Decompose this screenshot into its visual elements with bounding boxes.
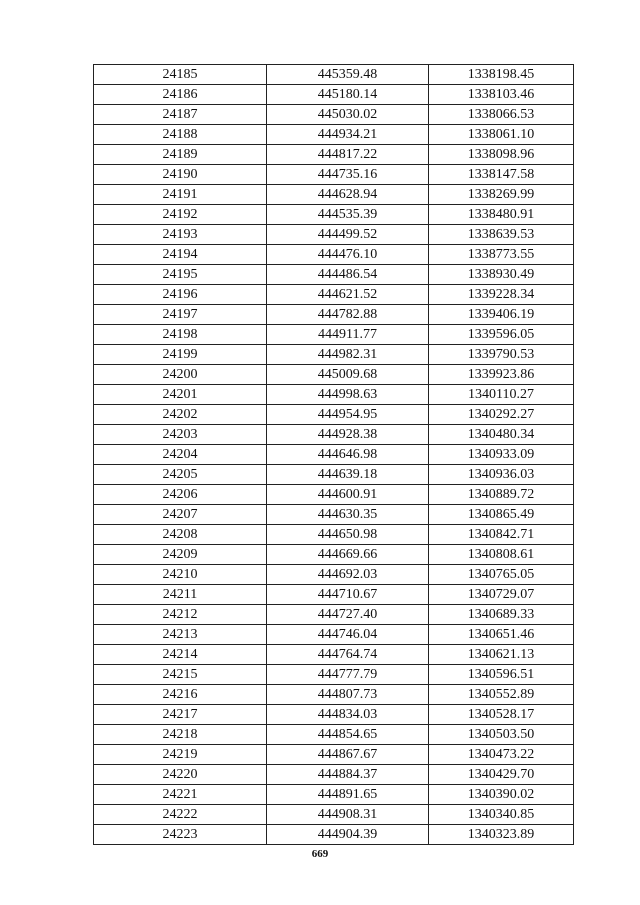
coordinates-table-body bbox=[94, 65, 574, 845]
x-coordinate-cell: 445030.02 bbox=[267, 105, 429, 125]
x-coordinate-cell: 444817.22 bbox=[267, 145, 429, 165]
point-number-cell: 24185 bbox=[94, 65, 267, 85]
page-number: 669 bbox=[311, 848, 329, 860]
point-number-cell: 24198 bbox=[94, 325, 267, 345]
point-number-cell: 24193 bbox=[94, 225, 267, 245]
y-coordinate-cell: 1340933.09 bbox=[429, 445, 574, 465]
y-coordinate-cell: 1339596.05 bbox=[429, 325, 574, 345]
table-row bbox=[94, 65, 574, 85]
x-coordinate-cell: 444600.91 bbox=[267, 485, 429, 505]
table-row bbox=[94, 185, 574, 205]
y-coordinate-cell: 1338147.58 bbox=[429, 165, 574, 185]
table-row bbox=[94, 405, 574, 425]
point-number-cell: 24219 bbox=[94, 745, 267, 765]
x-coordinate-cell: 444891.65 bbox=[267, 785, 429, 805]
coordinates-table bbox=[93, 64, 574, 845]
table-row bbox=[94, 525, 574, 545]
x-coordinate-cell: 444764.74 bbox=[267, 645, 429, 665]
point-number-cell: 24186 bbox=[94, 85, 267, 105]
y-coordinate-cell: 1340689.33 bbox=[429, 605, 574, 625]
y-coordinate-cell: 1340528.17 bbox=[429, 705, 574, 725]
y-coordinate-cell: 1340552.89 bbox=[429, 685, 574, 705]
x-coordinate-cell: 445180.14 bbox=[267, 85, 429, 105]
y-coordinate-cell: 1340340.85 bbox=[429, 805, 574, 825]
table-row bbox=[94, 225, 574, 245]
table-row bbox=[94, 105, 574, 125]
point-number-cell: 24195 bbox=[94, 265, 267, 285]
point-number-cell: 24205 bbox=[94, 465, 267, 485]
point-number-cell: 24215 bbox=[94, 665, 267, 685]
x-coordinate-cell: 444710.67 bbox=[267, 585, 429, 605]
x-coordinate-cell: 444646.98 bbox=[267, 445, 429, 465]
point-number-cell: 24199 bbox=[94, 345, 267, 365]
table-row bbox=[94, 565, 574, 585]
y-coordinate-cell: 1338061.10 bbox=[429, 125, 574, 145]
x-coordinate-cell: 445359.48 bbox=[267, 65, 429, 85]
y-coordinate-cell: 1338480.91 bbox=[429, 205, 574, 225]
point-number-cell: 24192 bbox=[94, 205, 267, 225]
x-coordinate-cell: 444807.73 bbox=[267, 685, 429, 705]
point-number-cell: 24221 bbox=[94, 785, 267, 805]
table-row bbox=[94, 125, 574, 145]
x-coordinate-cell: 444499.52 bbox=[267, 225, 429, 245]
table-row bbox=[94, 705, 574, 725]
x-coordinate-cell: 444535.39 bbox=[267, 205, 429, 225]
table-row bbox=[94, 505, 574, 525]
point-number-cell: 24191 bbox=[94, 185, 267, 205]
table-row bbox=[94, 145, 574, 165]
table-row bbox=[94, 665, 574, 685]
y-coordinate-cell: 1340765.05 bbox=[429, 565, 574, 585]
point-number-cell: 24189 bbox=[94, 145, 267, 165]
x-coordinate-cell: 444777.79 bbox=[267, 665, 429, 685]
y-coordinate-cell: 1340936.03 bbox=[429, 465, 574, 485]
table-row bbox=[94, 385, 574, 405]
point-number-cell: 24214 bbox=[94, 645, 267, 665]
x-coordinate-cell: 444954.95 bbox=[267, 405, 429, 425]
y-coordinate-cell: 1340473.22 bbox=[429, 745, 574, 765]
x-coordinate-cell: 444904.39 bbox=[267, 825, 429, 845]
x-coordinate-cell: 444727.40 bbox=[267, 605, 429, 625]
point-number-cell: 24206 bbox=[94, 485, 267, 505]
point-number-cell: 24188 bbox=[94, 125, 267, 145]
x-coordinate-cell: 444934.21 bbox=[267, 125, 429, 145]
y-coordinate-cell: 1340480.34 bbox=[429, 425, 574, 445]
table-row bbox=[94, 425, 574, 445]
x-coordinate-cell: 444476.10 bbox=[267, 245, 429, 265]
table-row bbox=[94, 625, 574, 645]
x-coordinate-cell: 444867.67 bbox=[267, 745, 429, 765]
point-number-cell: 24222 bbox=[94, 805, 267, 825]
y-coordinate-cell: 1338103.46 bbox=[429, 85, 574, 105]
point-number-cell: 24208 bbox=[94, 525, 267, 545]
table-row bbox=[94, 285, 574, 305]
point-number-cell: 24213 bbox=[94, 625, 267, 645]
x-coordinate-cell: 444746.04 bbox=[267, 625, 429, 645]
x-coordinate-cell: 444834.03 bbox=[267, 705, 429, 725]
point-number-cell: 24223 bbox=[94, 825, 267, 845]
x-coordinate-cell: 444621.52 bbox=[267, 285, 429, 305]
point-number-cell: 24218 bbox=[94, 725, 267, 745]
x-coordinate-cell: 444928.38 bbox=[267, 425, 429, 445]
x-coordinate-cell: 445009.68 bbox=[267, 365, 429, 385]
y-coordinate-cell: 1338639.53 bbox=[429, 225, 574, 245]
table-row bbox=[94, 685, 574, 705]
y-coordinate-cell: 1338066.53 bbox=[429, 105, 574, 125]
y-coordinate-cell: 1338098.96 bbox=[429, 145, 574, 165]
table-row bbox=[94, 765, 574, 785]
x-coordinate-cell: 444884.37 bbox=[267, 765, 429, 785]
x-coordinate-cell: 444486.54 bbox=[267, 265, 429, 285]
x-coordinate-cell: 444669.66 bbox=[267, 545, 429, 565]
table-row bbox=[94, 545, 574, 565]
y-coordinate-cell: 1338198.45 bbox=[429, 65, 574, 85]
y-coordinate-cell: 1340808.61 bbox=[429, 545, 574, 565]
y-coordinate-cell: 1340503.50 bbox=[429, 725, 574, 745]
y-coordinate-cell: 1340651.46 bbox=[429, 625, 574, 645]
table-row bbox=[94, 725, 574, 745]
table-row bbox=[94, 325, 574, 345]
point-number-cell: 24196 bbox=[94, 285, 267, 305]
table-row bbox=[94, 365, 574, 385]
y-coordinate-cell: 1340729.07 bbox=[429, 585, 574, 605]
table-row bbox=[94, 305, 574, 325]
x-coordinate-cell: 444735.16 bbox=[267, 165, 429, 185]
point-number-cell: 24187 bbox=[94, 105, 267, 125]
x-coordinate-cell: 444854.65 bbox=[267, 725, 429, 745]
x-coordinate-cell: 444628.94 bbox=[267, 185, 429, 205]
y-coordinate-cell: 1340292.27 bbox=[429, 405, 574, 425]
y-coordinate-cell: 1339923.86 bbox=[429, 365, 574, 385]
table-row bbox=[94, 245, 574, 265]
table-row bbox=[94, 485, 574, 505]
y-coordinate-cell: 1340429.70 bbox=[429, 765, 574, 785]
x-coordinate-cell: 444692.03 bbox=[267, 565, 429, 585]
y-coordinate-cell: 1339406.19 bbox=[429, 305, 574, 325]
point-number-cell: 24207 bbox=[94, 505, 267, 525]
table-row bbox=[94, 605, 574, 625]
point-number-cell: 24194 bbox=[94, 245, 267, 265]
point-number-cell: 24209 bbox=[94, 545, 267, 565]
point-number-cell: 24202 bbox=[94, 405, 267, 425]
point-number-cell: 24203 bbox=[94, 425, 267, 445]
y-coordinate-cell: 1338773.55 bbox=[429, 245, 574, 265]
point-number-cell: 24220 bbox=[94, 765, 267, 785]
x-coordinate-cell: 444639.18 bbox=[267, 465, 429, 485]
x-coordinate-cell: 444982.31 bbox=[267, 345, 429, 365]
table-row bbox=[94, 745, 574, 765]
y-coordinate-cell: 1340889.72 bbox=[429, 485, 574, 505]
point-number-cell: 24212 bbox=[94, 605, 267, 625]
table-row bbox=[94, 345, 574, 365]
y-coordinate-cell: 1340323.89 bbox=[429, 825, 574, 845]
x-coordinate-cell: 444911.77 bbox=[267, 325, 429, 345]
table-row bbox=[94, 805, 574, 825]
y-coordinate-cell: 1340596.51 bbox=[429, 665, 574, 685]
y-coordinate-cell: 1338269.99 bbox=[429, 185, 574, 205]
table-row bbox=[94, 465, 574, 485]
y-coordinate-cell: 1340842.71 bbox=[429, 525, 574, 545]
y-coordinate-cell: 1340390.02 bbox=[429, 785, 574, 805]
point-number-cell: 24211 bbox=[94, 585, 267, 605]
point-number-cell: 24217 bbox=[94, 705, 267, 725]
x-coordinate-cell: 444650.98 bbox=[267, 525, 429, 545]
table-row bbox=[94, 265, 574, 285]
point-number-cell: 24204 bbox=[94, 445, 267, 465]
y-coordinate-cell: 1338930.49 bbox=[429, 265, 574, 285]
x-coordinate-cell: 444998.63 bbox=[267, 385, 429, 405]
table-row bbox=[94, 165, 574, 185]
table-row bbox=[94, 85, 574, 105]
x-coordinate-cell: 444908.31 bbox=[267, 805, 429, 825]
point-number-cell: 24216 bbox=[94, 685, 267, 705]
y-coordinate-cell: 1339790.53 bbox=[429, 345, 574, 365]
table-row bbox=[94, 445, 574, 465]
point-number-cell: 24210 bbox=[94, 565, 267, 585]
x-coordinate-cell: 444630.35 bbox=[267, 505, 429, 525]
y-coordinate-cell: 1340110.27 bbox=[429, 385, 574, 405]
table-row bbox=[94, 785, 574, 805]
point-number-cell: 24190 bbox=[94, 165, 267, 185]
y-coordinate-cell: 1339228.34 bbox=[429, 285, 574, 305]
point-number-cell: 24201 bbox=[94, 385, 267, 405]
table-row bbox=[94, 205, 574, 225]
y-coordinate-cell: 1340865.49 bbox=[429, 505, 574, 525]
table-row bbox=[94, 825, 574, 845]
point-number-cell: 24200 bbox=[94, 365, 267, 385]
x-coordinate-cell: 444782.88 bbox=[267, 305, 429, 325]
y-coordinate-cell: 1340621.13 bbox=[429, 645, 574, 665]
table-row bbox=[94, 645, 574, 665]
table-row bbox=[94, 585, 574, 605]
point-number-cell: 24197 bbox=[94, 305, 267, 325]
